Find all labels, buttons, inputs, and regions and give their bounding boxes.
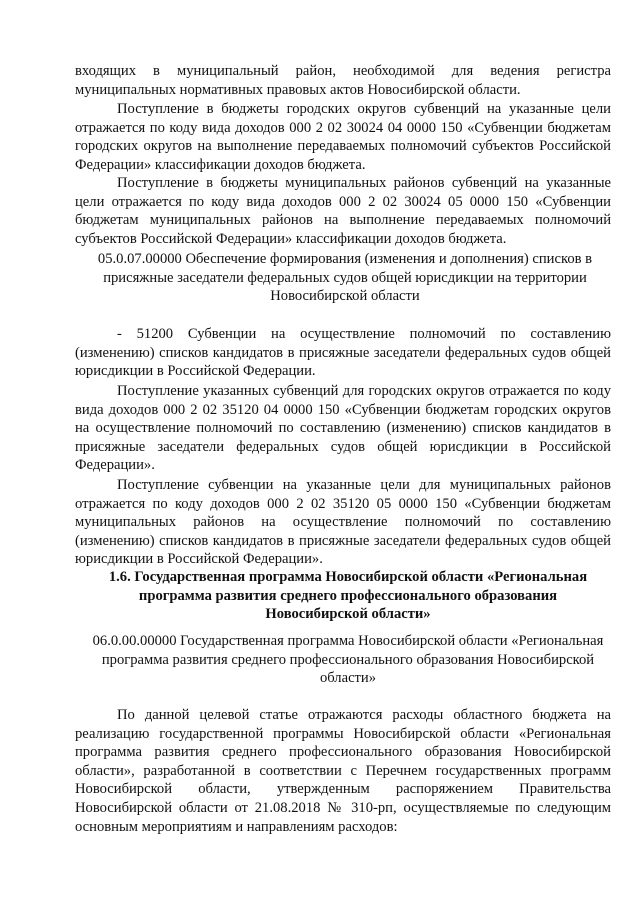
section-heading-jurors	[95, 250, 595, 306]
heading-text: 1.6. Государственная программа Новосибирской области «Региональная программа развития среднего профессионального образования Новосибирской области»	[108, 569, 588, 623]
paragraph-text: - 51200 Субвенции на осуществление полномочий по составлению (изменению) списков кандидатов в присяжные заседатели федеральных судов общей юрисдикции в Российской Федерации.	[75, 326, 611, 380]
paragraph-registry-end	[75, 62, 611, 99]
heading-text: 05.0.07.00000 Обеспечение формирования (изменения и дополнения) списков в присяжные заседатели федеральных судов общей юрисдикции на территории Новосибирской области	[97, 251, 593, 305]
paragraph-text: входящих в муниципальный район, необходимой для ведения регистра муниципальных нормативных правовых актов Новосибирской области.	[75, 63, 611, 98]
paragraph-program-description	[75, 706, 611, 836]
chapter-heading-program	[86, 568, 610, 624]
paragraph-text: Поступление указанных субвенций для городских округов отражается по коду вида доходов 000 2 02 35120 04 0000 150 «Субвенции бюджетам городских округов на осуществление полномочий по составлению (изменению) списков кандидатов в присяжные заседатели федеральных судов общей юрисдикции в Российской Федерации».	[75, 383, 611, 474]
paragraph-text: Поступление субвенции на указанные цели для муниципальных районов отражается по коду доходов 000 2 02 35120 05 0000 150 «Субвенции бюджетам муниципальных районов на осуществление полномочий по составлению (изменению) списков кандидатов в присяжные заседатели федеральных судов общей юрисдикции в Российской Федерации».	[75, 477, 611, 568]
paragraph-municipal-districts-income	[75, 174, 611, 248]
paragraph-jurors-municipal-districts	[75, 476, 611, 569]
paragraph-jurors-city-districts	[75, 382, 611, 475]
paragraph-text: По данной целевой статье отражаются расходы областного бюджета на реализацию государственной программы Новосибирской области «Региональная программа развития среднего профессионального образования Новосибирской области», разработанной в соответствии с Перечнем государственных программ Новосибирской области, утвержденным распоряжением Правительства Новосибирской области от 21.08.2018 № 310-рп, осуществляемые по следующим основным мероприятиям и направлениям расходов:	[75, 707, 611, 835]
paragraph-city-districts-income	[75, 100, 611, 174]
paragraph-text: Поступление в бюджеты муниципальных районов субвенций на указанные цели отражается по коду вида доходов 000 2 02 30024 05 0000 150 «Субвенции бюджетам муниципальных районов на выполнение передаваемых полномочий субъектов Российской Федерации» классификации доходов бюджета.	[75, 175, 611, 247]
heading-text: 06.0.00.00000 Государственная программа Новосибирской области «Региональная программа развития среднего профессионального образования Новосибирской области»	[92, 633, 604, 687]
section-heading-program-code	[86, 632, 610, 688]
paragraph-text: Поступление в бюджеты городских округов субвенций на указанные цели отражается по коду вида доходов 000 2 02 30024 04 0000 150 «Субвенции бюджетам городских округов на выполнение передаваемых полномочий субъектов Российской Федерации» классификации доходов бюджета.	[75, 101, 611, 173]
paragraph-subvention-51200	[75, 325, 611, 381]
